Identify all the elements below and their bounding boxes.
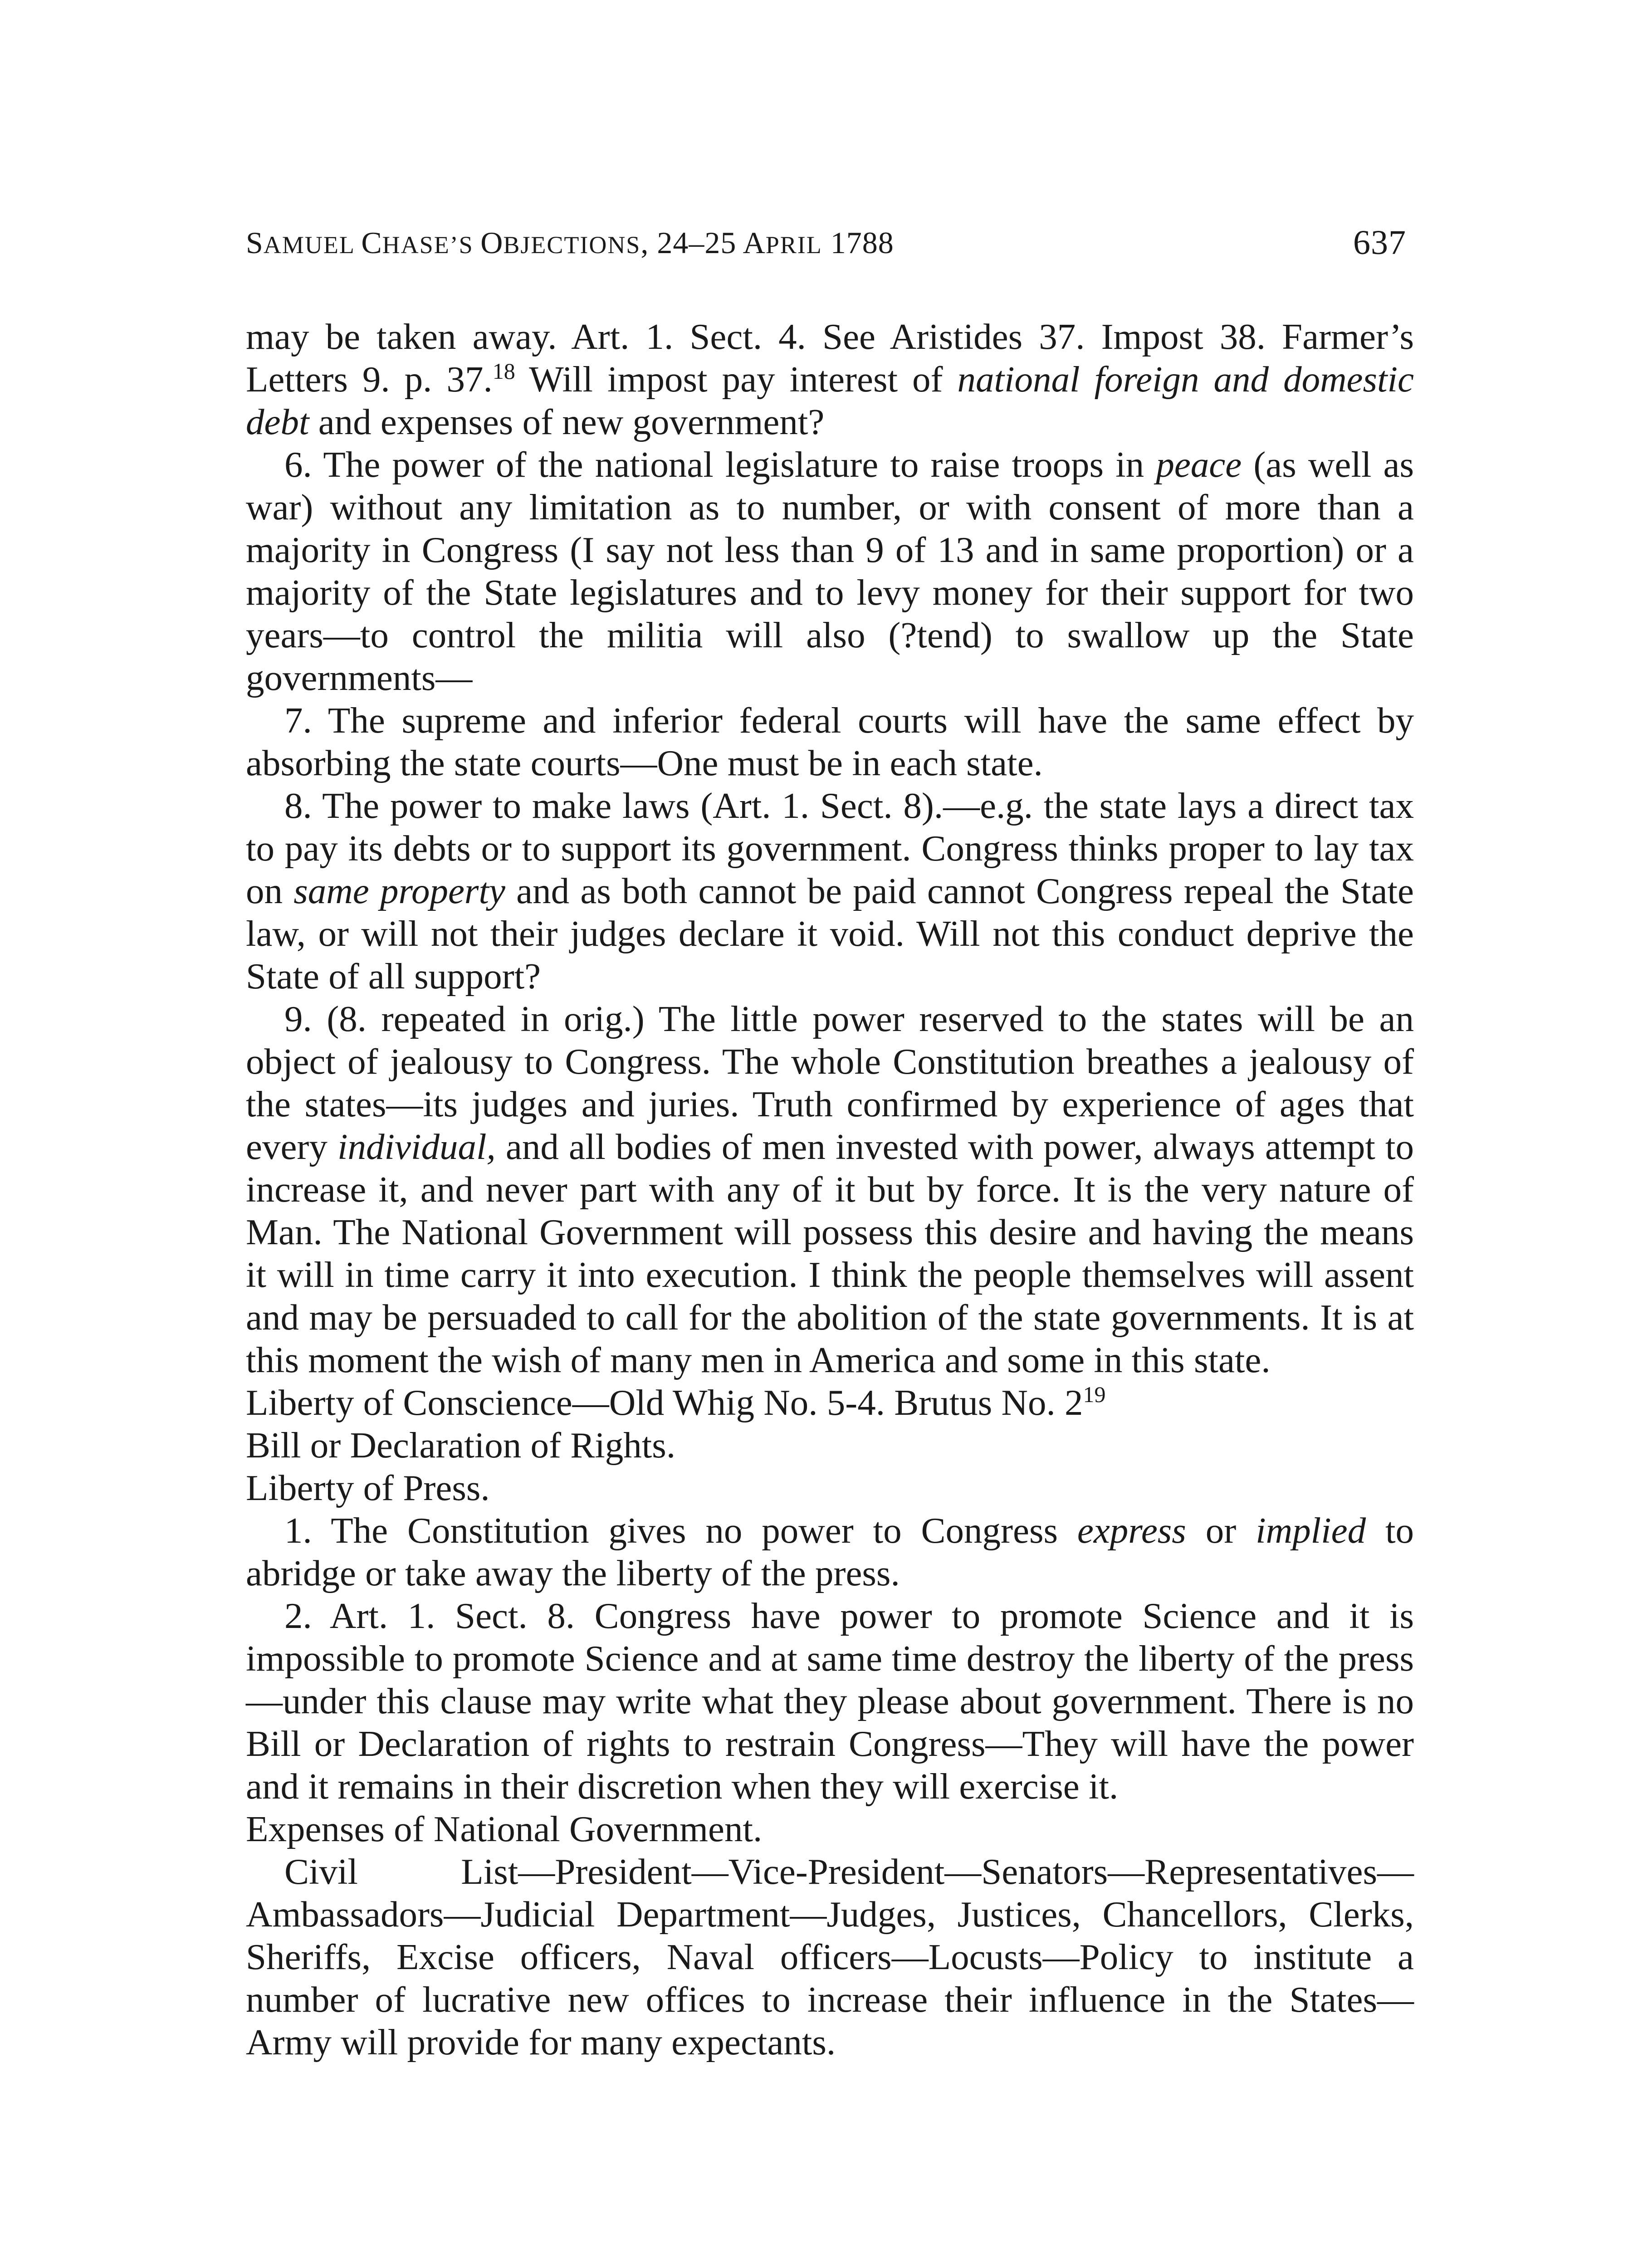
- paragraph-press-2: 2. Art. 1. Sect. 8. Congress have power to promote Science and it is impossible to promote Science and at same time destroy the liberty of the press—under this clause may write what they please about government. There is no Bill or Declaration of rights to restrain Congress—They will have the power and it remains in their discretion when they will exercise it.: [246, 1595, 1414, 1807]
- footnote-ref-18: 18: [492, 358, 515, 384]
- heading-liberty-of-conscience: Liberty of Conscience—Old Whig No. 5-4. Brutus No. $2^{19}$: [246, 1382, 1106, 1423]
- running-head-title: SAMUEL CHASE’S OBJECTIONS, 24–25 APRIL 1788: [246, 225, 894, 260]
- paragraph-press-1: 1. The Constitution gives no power to Congress express or implied to abridge or take away the liberty of the press.: [246, 1510, 1414, 1593]
- heading-bill-of-rights: Bill or Declaration of Rights.: [246, 1425, 676, 1466]
- footnote-ref-19: 19: [1083, 1382, 1106, 1407]
- paragraph-item-6: 6. The power of the national legislature to raise troops in peace (as well as war) without any limitation as to number, or with consent of more than a majority in Congress (I say not less than 9 of 13 and in same proportion) or a majority of the State legislatures and to levy money for their support for two years—to control the militia will also (?tend) to swallow up the State governments—: [246, 444, 1414, 698]
- heading-liberty-of-press: Liberty of Press.: [246, 1467, 490, 1508]
- paragraph-continuation: may be taken away. Art. 1. Sect. 4. See Aristides 37. Impost 38. Farmer’s Letters 9. p. 37.18 Will impost pay interest of national foreign and domestic debt and expenses of new government?: [246, 316, 1414, 442]
- running-head: [246, 218, 1406, 268]
- paragraph-civil-list: Civil List—President—Vice-President—Senators—Representatives—Ambassadors—Judicial Department—Judges, Justices, Chancellors, Clerks, Sheriffs, Excise officers, Naval officers—Locusts—Policy to institute a number of lucrative new offices to increase their influence in the States—Army will provide for many expectants.: [246, 1851, 1414, 2063]
- paragraph-item-9: 9. (8. repeated in orig.) The little power reserved to the states will be an object of jealousy to Congress. The whole Constitution breathes a jealousy of the states—its judges and juries. Truth confirmed by experience of ages that every individual, and all bodies of men invested with power, always attempt to increase it, and never part with any of it but by force. It is the very nature of Man. The National Government will possess this desire and having the means it will in time carry it into execution. I think the people themselves will assent and may be persuaded to call for the abolition of the state governments. It is at this moment the wish of many men in America and some in this state.: [246, 998, 1414, 1380]
- page-number: 637: [1353, 224, 1406, 262]
- paragraph-item-8: 8. The power to make laws (Art. 1. Sect. 8).—e.g. the state lays a direct tax to pay its debts or to support its government. Congress thinks proper to lay tax on same property and as both cannot be paid cannot Congress repeal the State law, or will not their judges declare it void. Will not this conduct deprive the State of all support?: [246, 785, 1414, 997]
- paragraph-item-7: 7. The supreme and inferior federal courts will have the same effect by absorbing the state courts—One must be in each state.: [246, 700, 1414, 783]
- body-text: [246, 315, 1414, 2063]
- heading-expenses: Expenses of National Government.: [246, 1809, 763, 1849]
